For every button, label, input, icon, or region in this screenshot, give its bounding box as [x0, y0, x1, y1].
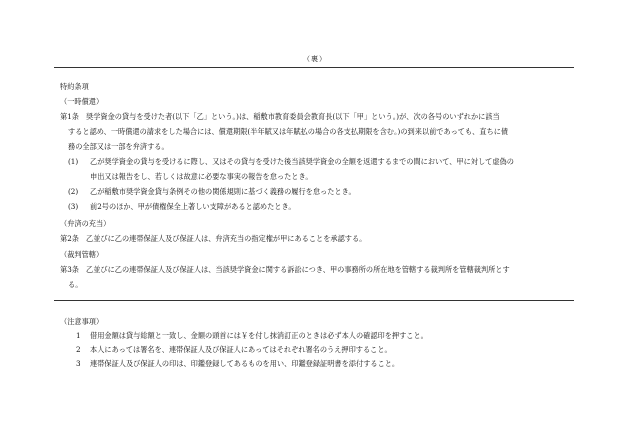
- item1-text-line2: 申出又は報告をし、若しくは故意に必要な事実の報告を怠ったとき。: [90, 172, 313, 181]
- note3-text: 連帯保証人及び保証人の印は、印鑑登録してあるものを用い、印鑑登録証明書を添付すること。: [90, 359, 400, 368]
- article2-number: 第2条: [60, 234, 79, 243]
- special-terms-title: 特約条項: [60, 82, 89, 91]
- note3-number: 3: [76, 359, 81, 368]
- article2-text: 乙並びに乙の連帯保証人及び保証人は、弁済充当の指定権が甲にあることを承認する。: [86, 234, 367, 243]
- bottom-divider: [54, 300, 574, 301]
- note1-text: 借用金額は貸与総額と一致し、金額の頭首には￥を付し抹消訂正のときは必ず本人の確認印を押すこと。: [90, 331, 428, 340]
- item1-text-line1: 乙が奨学資金の貸与を受けるに際し、又はその貸与を受けた後当該奨学資金の全額を返還するまでの間において、甲に対して虚偽の: [90, 157, 514, 166]
- item2-number: (2): [68, 187, 79, 196]
- page-side-label: （裏）: [303, 55, 327, 63]
- item2-text: 乙が稲敷市奨学資金貸与条例その他の関係規則に基づく義務の履行を怠ったとき。: [90, 187, 356, 196]
- article3-text-line1: 乙並びに乙の連帯保証人及び保証人は、当該奨学資金に関する訴訟につき、甲の事務所の所在地を管轄する裁判所を管轄裁判所とす: [86, 265, 510, 274]
- item1-number: (1): [68, 157, 79, 166]
- notes-title: （注意事項）: [60, 317, 104, 326]
- article1-text-line2: すると認め、一時償還の請求をした場合には、償還期限(半年賦又は年賦払の場合の各支払期限を含む。)の到来以前であっても、直ちに債: [68, 127, 509, 136]
- item3-number: (3): [68, 202, 79, 211]
- note2-number: 2: [76, 345, 81, 354]
- article1-text-line3: 務の全部又は一部を弁済する。: [68, 142, 169, 151]
- section2-heading: （弁済の充当）: [60, 219, 111, 228]
- top-divider: [54, 67, 574, 68]
- section3-heading: （裁判管轄）: [60, 250, 104, 259]
- item3-text: 前2号のほか、甲が債権保全上著しい支障があると認めたとき。: [90, 202, 296, 211]
- article1-text-line1: 奨学資金の貸与を受けた者(以下「乙」という。)は、稲敷市教育委員会教育長(以下「甲」という。)が、次の各号のいずれかに該当: [86, 112, 500, 121]
- article3-number: 第3条: [60, 265, 79, 274]
- article1-number: 第1条: [60, 112, 79, 121]
- section1-heading: （一時償還）: [60, 97, 104, 106]
- article3-text-line2: る。: [68, 280, 83, 289]
- note2-text: 本人にあっては署名を、連帯保証人及び保証人にあってはそれぞれ署名のうえ押印すること。: [90, 345, 392, 354]
- note1-number: 1: [76, 331, 81, 340]
